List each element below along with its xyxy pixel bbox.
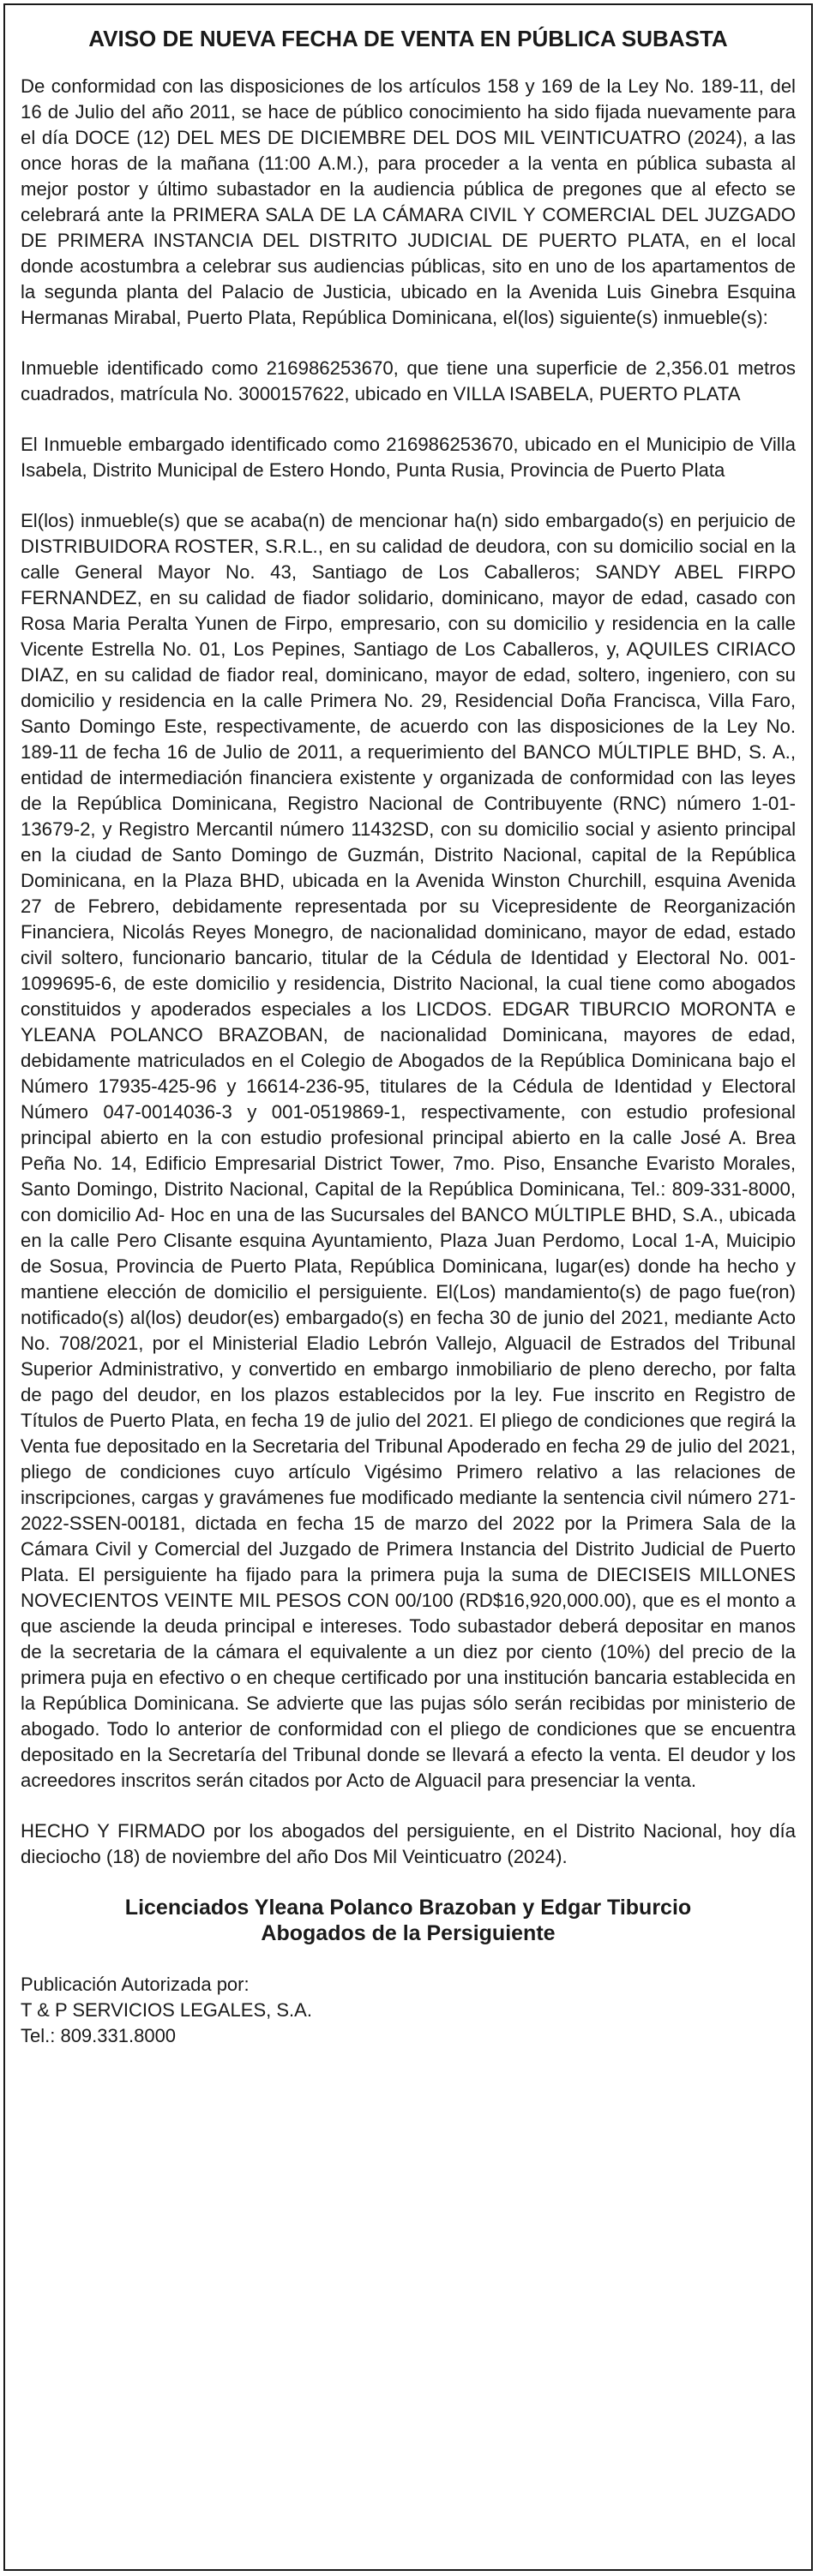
paragraph-property-id: Inmueble identificado como 216986253670, que tiene una superficie de 2,356.01 metros cuadrados, matrícula No. 3000157622, ubicado en VILLA ISABELA, PUERTO PLATA: [21, 357, 796, 404]
paragraph-seizure-details: El(los) inmueble(s) que se acaba(n) de mencionar ha(n) sido embargado(s) en perjuicio de DISTRIBUIDORA ROSTER, S.R.L., en su calidad de deudora, con su domicilio social en la calle General Mayor No. 43, Santiago de Los Caballeros; SANDY ABEL FIRPO FERNANDEZ, en su calidad de fiador solidario, dominicano, mayor de edad, casado con Rosa Maria Peralta Yunen de Firpo, empresario, con su domicilio y residencia en la calle Vicente Estrella No. 01, Los Pepines, Santiago de Los Caballeros, y, AQUILES CIRIACO DIAZ, en su calidad de fiador real, dominicano, mayor de edad, soltero, ingeniero, con su domicilio y residencia en la calle Primera No. 29, Residencial Doña Francisca, Villa Faro, Santo Domingo Este, respectivamente, de acuerdo con las disposiciones de la Ley No. 189-11 de fecha 16 de Julio de 2011, a requerimiento del BANCO MÚLTIPLE BHD, S. A., entidad de intermediación financiera existente y organizada de conformidad con las leyes de la República Dominicana, Registro Nacional de Contribuyente (RNC) número 1-01-13679-2, y Registro Mercantil número 11432SD, con su domicilio social y asiento principal en la ciudad de Santo Domingo de Guzmán, Distrito Nacional, capital de la República Dominicana, en la Plaza BHD, ubicada en la Avenida Winston Churchill, esquina Avenida 27 de Febrero, debidamente representada por su Vicepresidente de Reorganización Financiera, Nicolás Reyes Monegro, de nacionalidad dominicano, mayor de edad, estado civil soltero, funcionario bancario, titular de la Cédula de Identidad y Electoral No. 001-1099695-6, de este domicilio y residencia, Distrito Nacional, la cual tiene como abogados constituidos y apoderados especiales a los LICDOS. EDGAR TIBURCIO MORONTA e YLEANA POLANCO BRAZOBAN, de nacionalidad Dominicana, mayores de edad, debidamente matriculados en el Colegio de Abogados de la República Dominicana bajo el Número 17935-425-96 y 16614-236-95, titulares de la Cédula de Identidad y Electoral Número 047-0014036-3 y 001-0519869-1, respectivamente, con estudio profesional principal abierto en la con estudio profesional principal abierto en la calle José A. Brea Peña No. 14, Edificio Empresarial District Tower, 7mo. Piso, Ensanche Evaristo Morales, Santo Domingo, Distrito Nacional, Capital de la República Dominicana, Tel.: 809-331-8000, con domicilio Ad- Hoc en una de las Sucursales del BANCO MÚLTIPLE BHD, S.A., ubicada en la calle Pero Clisante esquina Ayuntamiento, Plaza Juan Perdomo, Local 1-A, Muicipio de Sosua, Provincia de Puerto Plata, República Dominicana, lugar(es) donde ha hecho y mantiene elección de domicilio el persiguiente. El(Los) mandamiento(s) de pago fue(ron) notificado(s) al(los) deudor(es) embargado(s) en fecha 30 de junio del 2021, mediante Acto No. 708/2021, por el Ministerial Eladio Lebrón Vallejo, Alguacil de Estrados del Tribunal Superior Administrativo, y convertido en embargo inmobiliario de pleno derecho, por falta de pago del deudor, en los plazos establecidos por la ley. Fue inscrito en Registro de Títulos de Puerto Plata, en fecha 19 de julio del 2021. El pliego de condiciones que regirá la Venta fue depositado en la Secretaria del Tribunal Apoderado en fecha 29 de julio del 2021, pliego de condiciones cuyo artículo Vigésimo Primero relativo a las relaciones de inscripciones, cargas y gravámenes fue modificado mediante la sentencia civil número 271-2022-SSEN-00181, dictada en fecha 15 de marzo del 2022 por la Primera Sala de la Cámara Civil y Comercial del Juzgado de Primera Instancia del Distrito Judicial de Puerto Plata. El persiguiente ha fijado para la primera puja la suma de DIECISEIS MILLONES NOVECIENTOS VEINTE MIL PESOS CON 00/100 (RD$16,920,000.00), que es el monto a que asciende la deuda principal e intereses. Todo subastador deberá depositar en manos de la secretaria de la cámara el equivalente a un diez por ciento (10%) del precio de la primera puja en efectivo o en cheque certificado por una institución bancaria establecida en la República Dominicana. Se advierte que las pujas sólo serán recibidas por ministerio de abogado. Todo lo anterior de conformidad con el pliego de condiciones que se encuentra depositado en la Secretaría del Tribunal donde se llevará a efecto la venta. El deudor y los acreedores inscritos serán citados por Acto de Alguacil para presenciar la venta.: [21, 510, 796, 1791]
legal-notice: [3, 3, 813, 2571]
signatories-block: [21, 1895, 796, 1946]
paragraph-signed-date: HECHO Y FIRMADO por los abogados del persiguiente, en el Distrito Nacional, hoy día dieciocho (18) de noviembre del año Dos Mil Veinticuatro (2024).: [21, 1820, 796, 1867]
publication-label: Publicación Autorizada por:: [21, 1974, 250, 1995]
paragraph-property-location: El Inmueble embargado identificado como 216986253670, ubicado en el Municipio de Villa Isabela, Distrito Municipal de Estero Hondo, Punta Rusia, Provincia de Puerto Plata: [21, 434, 796, 481]
signatories-names: Licenciados Yleana Polanco Brazoban y Edgar Tiburcio: [124, 1896, 692, 1920]
publication-phone: Tel.: 809.331.8000: [21, 2025, 177, 2046]
publication-company: T & P SERVICIOS LEGALES, S.A.: [21, 1999, 312, 2021]
paragraph-auction-date: De conformidad con las disposiciones de los artículos 158 y 169 de la Ley No. 189-11, del 16 de Julio del año 2011, se hace de público conocimiento ha sido fijada nuevamente para el día DOCE (12) DEL MES DE DICIEMBRE DEL DOS MIL VEINTICUATRO (2024), a las once horas de la mañana (11:00 A.M.), para proceder a la venta en pública subasta al mejor postor y último subastador en la audiencia pública de pregones que al efecto se celebrará ante la PRIMERA SALA DE LA CÁMARA CIVIL Y COMERCIAL DEL JUZGADO DE PRIMERA INSTANCIA DEL DISTRITO JUDICIAL DE PUERTO PLATA, en el local donde acostumbra a celebrar sus audiencias públicas, sito en uno de los apartamentos de la segunda planta del Palacio de Justicia, ubicado en la Avenida Luis Ginebra Esquina Hermanas Mirabal, Puerto Plata, República Dominicana, el(los) siguiente(s) inmueble(s):: [21, 75, 796, 328]
publication-info: [21, 1972, 796, 2049]
signatories-role: Abogados de la Persiguiente: [261, 1921, 556, 1945]
notice-title: AVISO DE NUEVA FECHA DE VENTA EN PÚBLICA SUBASTA: [88, 26, 728, 51]
